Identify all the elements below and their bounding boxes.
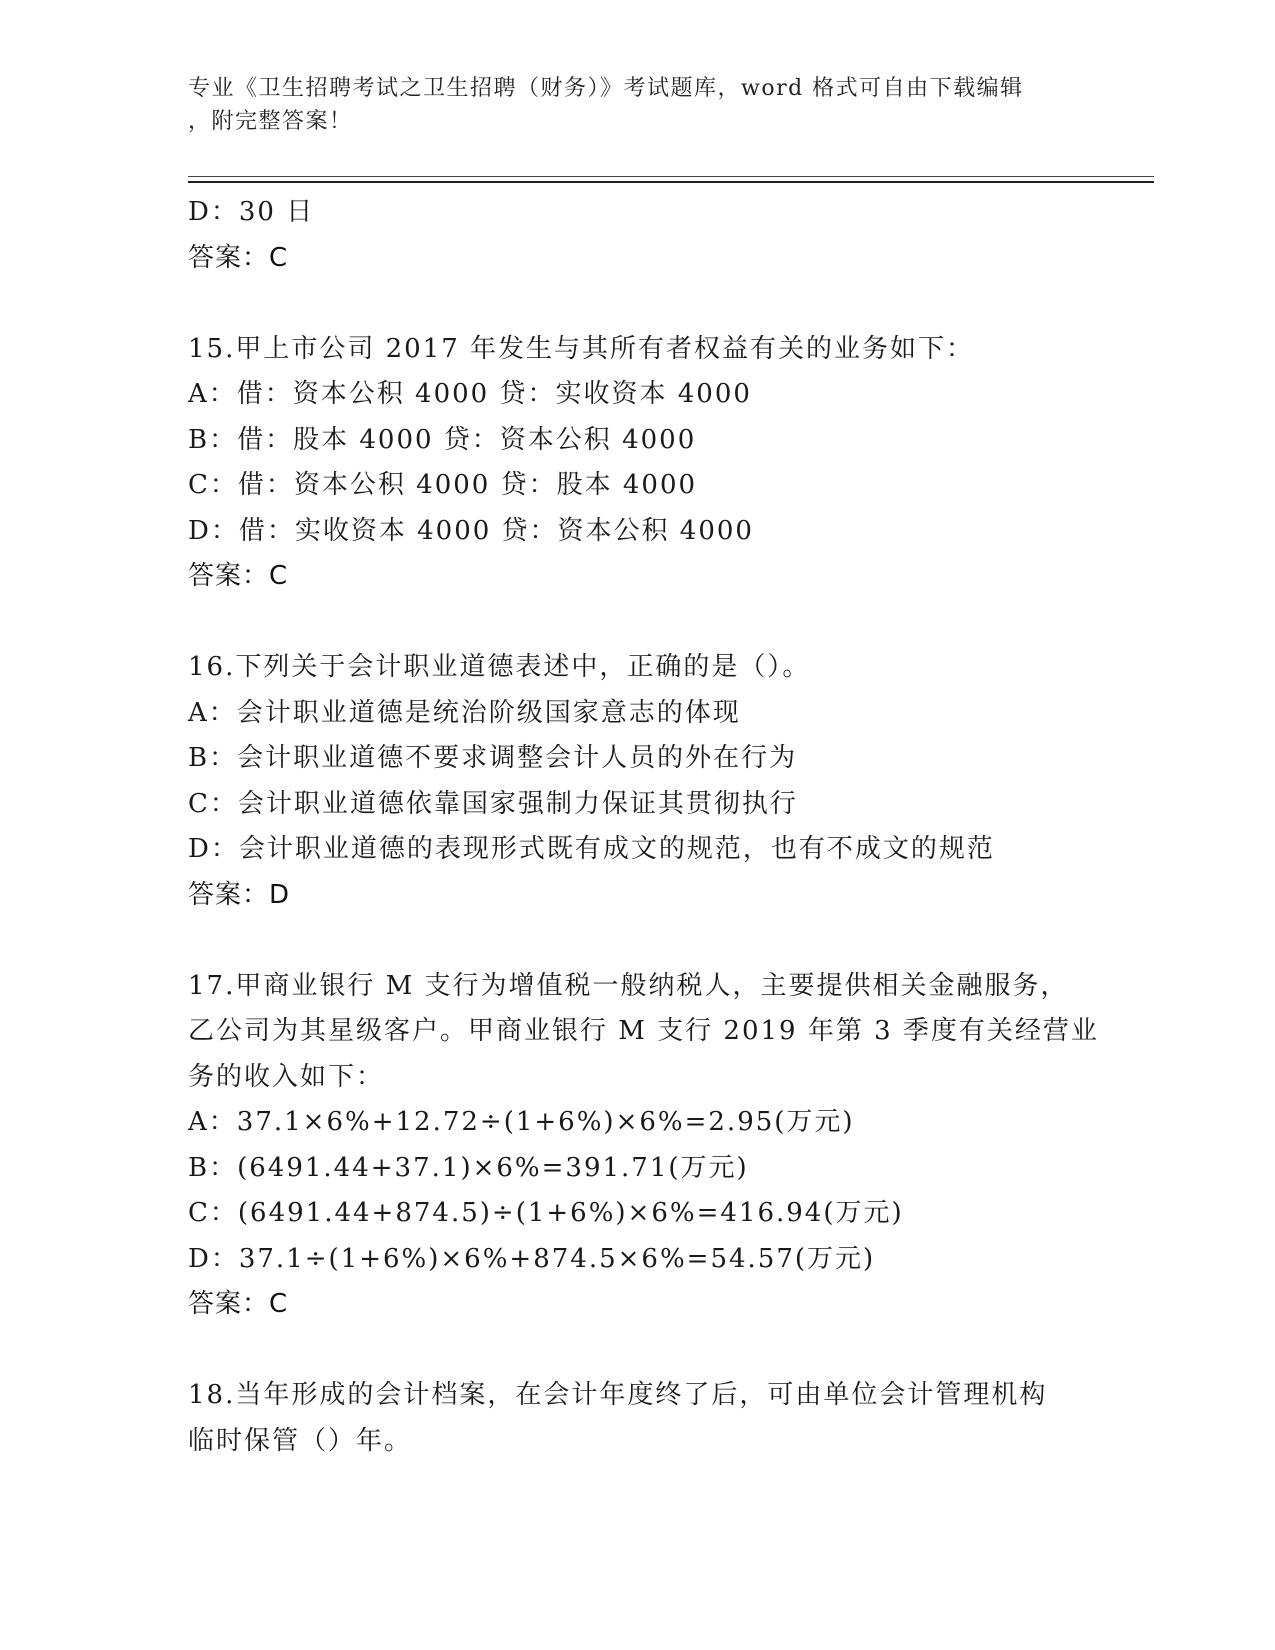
spacer <box>188 1328 1088 1374</box>
question-17 <box>188 964 1099 1328</box>
option-a: A：37.1×6%+12.72÷(1+6%)×6%=2.95(万元) <box>188 1107 855 1137</box>
question-stem-line-2: 乙公司为其星级客户。甲商业银行 M 支行 2019 年第 3 季度有关经营业 <box>188 1016 1099 1046</box>
answer-line: 答案：C <box>188 561 289 591</box>
question-18 <box>188 1373 1088 1464</box>
option-b: B：借：股本 4000 贷：资本公积 4000 <box>188 424 697 455</box>
question-15 <box>188 327 1088 600</box>
spacer <box>188 281 1088 327</box>
option-d: D：30 日 <box>188 197 315 227</box>
header-line-2: ，附完整答案！ <box>188 109 353 134</box>
option-b: B：会计职业道德不要求调整会计人员的外在行为 <box>188 743 798 773</box>
question-content <box>188 190 1099 1464</box>
option-c: C：借：资本公积 4000 贷：股本 4000 <box>188 470 698 500</box>
option-a: A：借：资本公积 4000 贷：实收资本 4000 <box>188 379 752 409</box>
page-header <box>188 72 1088 138</box>
question-16 <box>188 645 1088 918</box>
header-line-1: 专业《卫生招聘考试之卫生招聘（财务）》考试题库，word 格式可自由下载编辑 <box>188 76 1024 101</box>
option-c: C：会计职业道德依靠国家强制力保证其贯彻执行 <box>188 788 798 819</box>
answer-line: 答案：D <box>188 879 291 910</box>
question-stem: 15.甲上市公司 2017 年发生与其所有者权益有关的业务如下： <box>188 333 975 364</box>
option-a: A：会计职业道德是统治阶级国家意志的体现 <box>188 697 741 728</box>
previous-question-tail <box>188 190 1088 281</box>
header-divider-thick <box>188 181 1154 183</box>
spacer <box>188 600 1088 646</box>
question-stem: 16.下列关于会计职业道德表述中，正确的是（）。 <box>188 652 811 682</box>
question-stem-line-3: 务的收入如下： <box>188 1061 385 1092</box>
answer-line: 答案：C <box>188 242 289 273</box>
option-d: D：37.1÷(1+6%)×6%+874.5×6%=54.57(万元) <box>188 1243 876 1274</box>
option-d: D：会计职业道德的表现形式既有成文的规范，也有不成文的规范 <box>188 834 995 864</box>
answer-line: 答案：C <box>188 1289 289 1319</box>
question-stem-line-2: 临时保管（）年。 <box>188 1425 413 1456</box>
question-stem-line-1: 17.甲商业银行 M 支行为增值税一般纳税人，主要提供相关金融服务， <box>188 970 1069 1001</box>
spacer <box>188 918 1088 964</box>
header-divider-thin <box>188 176 1154 177</box>
option-b: B：(6491.44+37.1)×6%=391.71(万元) <box>188 1152 749 1183</box>
option-d: D：借：实收资本 4000 贷：资本公积 4000 <box>188 515 754 546</box>
question-stem-line-1: 18.当年形成的会计档案，在会计年度终了后，可由单位会计管理机构 <box>188 1380 1048 1410</box>
option-c: C：(6491.44+874.5)÷(1+6%)×6%=416.94(万元) <box>188 1198 904 1228</box>
